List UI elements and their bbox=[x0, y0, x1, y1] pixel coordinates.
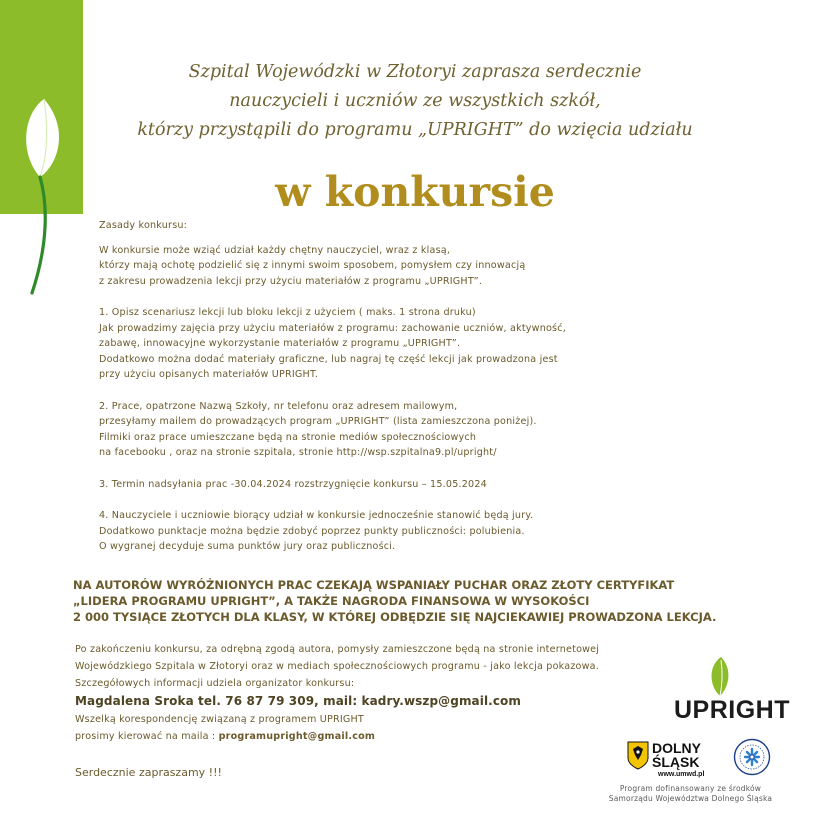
program-email-link[interactable]: programupright@gmail.com bbox=[218, 731, 376, 742]
rule-1-line: zabawę, innowacyjne wykorzystanie materiałów z programu „UPRIGHT”. bbox=[99, 338, 461, 349]
funding-note bbox=[583, 784, 798, 804]
region-url: www.umwd.pl bbox=[658, 771, 705, 778]
rule-1-line: przy użyciu opisanych materiałów UPRIGHT. bbox=[99, 369, 319, 380]
closing-text: Serdecznie zapraszamy !!! bbox=[75, 766, 222, 779]
rule-4-line: O wygranej decyduje suma punktów jury oraz publiczności. bbox=[99, 541, 396, 552]
rule-2-line: 2. Prace, opatrzone Nazwą Szkoły, nr telefonu oraz adresem mailowym, bbox=[99, 400, 458, 412]
mail-prefix: prosimy kierować na maila : bbox=[75, 731, 219, 742]
info-line: Po zakończeniu konkursu, za odrębną zgodą autora, pomysły zamieszczone będą na stronie internetowej bbox=[75, 644, 600, 655]
rules-intro-line: W konkursie może wziąć udział każdy chętny nauczyciel, wraz z klasą, bbox=[99, 244, 451, 256]
prize-announcement bbox=[73, 577, 773, 625]
rule-2-line: Filmiki oraz prace umieszczane będą na stronie mediów społecznościowych bbox=[99, 431, 477, 443]
coat-of-arms-icon bbox=[626, 740, 650, 770]
region-name-line: DOLNY bbox=[652, 740, 701, 756]
prize-line: „LIDERA PROGRAMU UPRIGHT”, A TAKŻE NAGRODA FINANSOWA W WYSOKOŚCI bbox=[73, 594, 590, 608]
invitation-line: Szpital Wojewódzki w Złotoryi zaprasza serdecznie bbox=[188, 62, 642, 82]
prize-line: NA AUTORÓW WYRÓŻNIONYCH PRAC CZEKAJĄ WSPANIAŁY PUCHAR ORAZ ZŁOTY CERTYFIKAT bbox=[73, 578, 675, 592]
leaf-icon bbox=[18, 95, 88, 300]
funding-line: Samorządu Województwa Dolnego Śląska bbox=[608, 794, 773, 803]
invitation-text bbox=[90, 58, 740, 145]
rule-1-line: Dodatkowo można dodać materiały graficzne, lub nagraj tę część lekcji jak prowadzona jest bbox=[99, 353, 558, 365]
funding-line: Program dofinansowany ze środków bbox=[619, 784, 762, 793]
region-name-line: ŚLĄSK bbox=[652, 754, 700, 770]
rule-4-line: 4. Nauczyciele i uczniowie biorący udział w konkursie jednocześnie stanowić będą jury. bbox=[99, 510, 534, 521]
rules-intro-line: którzy mają ochotę podzielić się z innymi swoim sposobem, pomysłem czy innowacją bbox=[99, 260, 526, 271]
rule-3-line: 3. Termin nadsyłania prac -30.04.2024 rozstrzygnięcie konkursu – 15.05.2024 bbox=[99, 478, 487, 490]
rules-title: Zasady konkursu: bbox=[99, 220, 188, 231]
rule-2-line[interactable]: na facebooku , oraz na stronie szpitala, stronie http://wsp.szpitalna9.pl/upright/ bbox=[99, 447, 497, 458]
prize-line: 2 000 TYSIĄCE ZŁOTYCH DLA KLASY, W KTÓREJ ODBĘDZIE SIĘ NAJCIEKAWIEJ PROWADZONA LEKCJA. bbox=[73, 610, 717, 624]
region-logo bbox=[652, 741, 701, 769]
rule-4-line: Dodatkowo punktacje można będzie zdobyć poprzez punkty publiczności: polubienia. bbox=[99, 525, 525, 537]
organizer-contact[interactable]: Magdalena Sroka tel. 76 87 79 309, mail: kadry.wszp@gmail.com bbox=[75, 694, 521, 708]
info-line: Szczegółowych informacji udziela organizator konkursu: bbox=[75, 678, 355, 689]
rule-2-line: przesyłamy mailem do prowadzących program „UPRIGHT” (lista zamieszczona poniżej). bbox=[99, 416, 537, 427]
rule-1-line: Jak prowadzimy zajęcia przy użyciu materiałów z programu: zachowanie uczniów, aktywność, bbox=[99, 322, 566, 334]
invitation-line: nauczycieli i uczniów ze wszystkich szkół, bbox=[229, 91, 601, 111]
contest-rules bbox=[99, 218, 659, 555]
info-line: Wojewódzkiego Szpitala w Złotoryi oraz w mediach społecznościowych programu - jako lekcja pokazowa. bbox=[75, 661, 599, 672]
rules-intro-line: z zakresu prowadzenia lekcji przy użyciu materiałów z programu „UPRIGHT”. bbox=[99, 275, 483, 287]
correspondence-line: Wszelką korespondencję związaną z programem UPRIGHT bbox=[75, 714, 364, 725]
page-title: w konkursie bbox=[275, 168, 555, 216]
upright-logo: UPRIGHT bbox=[674, 696, 790, 724]
invitation-line: którzy przystąpili do programu „UPRIGHT” do wzięcia udziału bbox=[137, 120, 693, 140]
rule-1-line: 1. Opisz scenariusz lekcji lub bloku lekcji z użyciem ( maks. 1 strona druku) bbox=[99, 307, 476, 318]
contact-section bbox=[75, 641, 685, 745]
hospital-seal-icon bbox=[733, 738, 771, 776]
